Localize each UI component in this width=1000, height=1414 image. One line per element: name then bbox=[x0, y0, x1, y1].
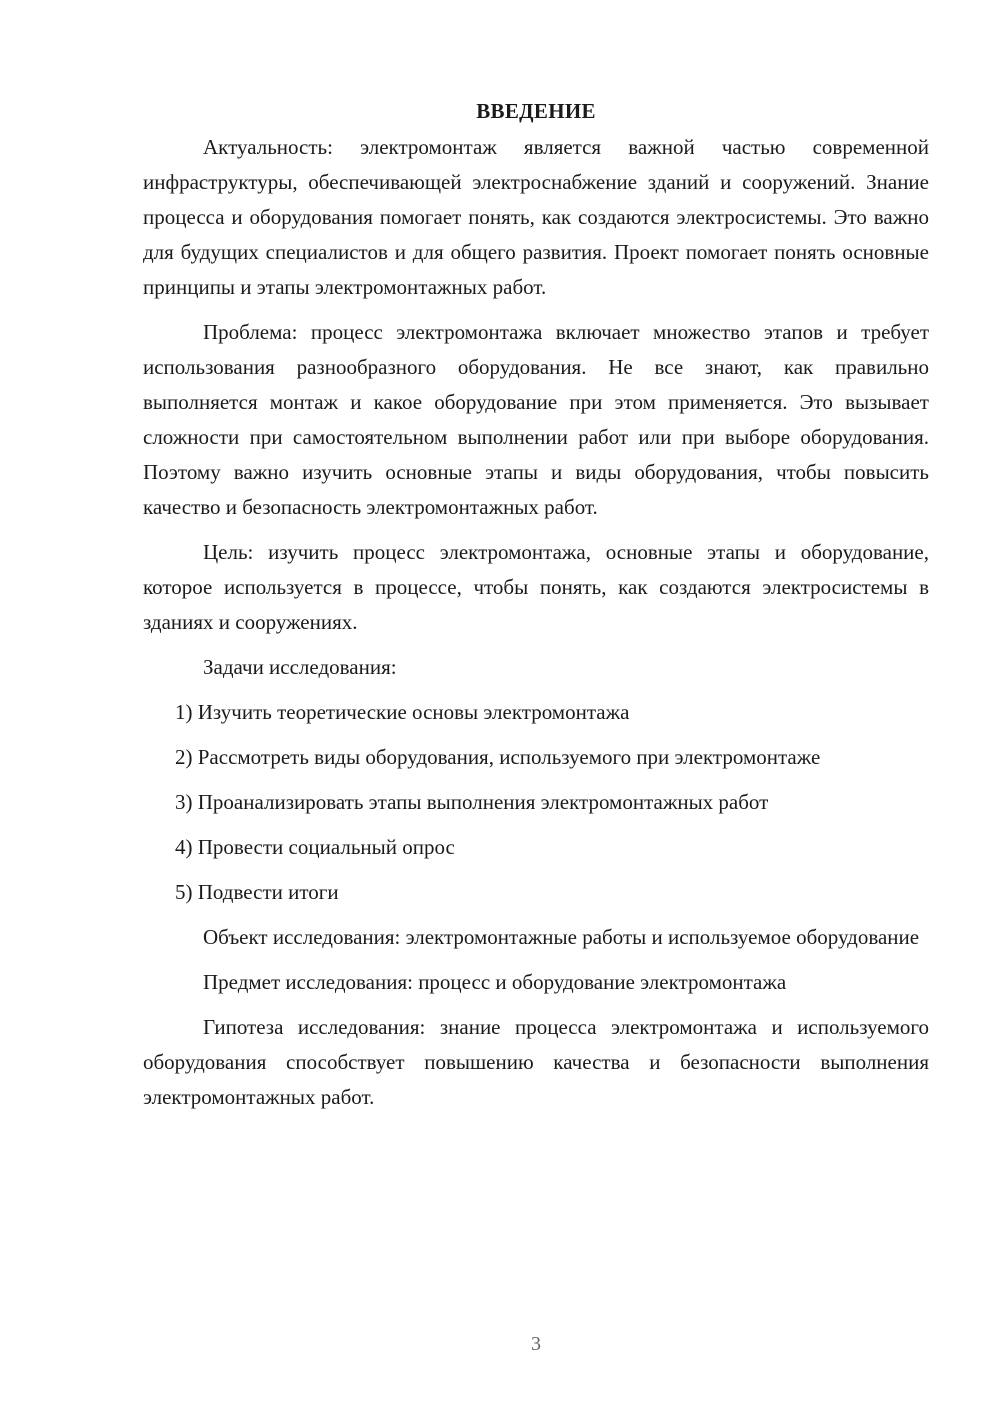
page-number: 3 bbox=[531, 1333, 541, 1355]
task-item-3: 3) Проанализировать этапы выполнения электромонтажных работ bbox=[175, 790, 769, 814]
task-item-4: 4) Провести социальный опрос bbox=[175, 835, 455, 859]
paragraph-subject: Предмет исследования: процесс и оборудование электромонтажа bbox=[203, 970, 787, 994]
paragraph-hypothesis: Гипотеза исследования: знание процесса электромонтажа и используемого оборудования способствует повышению качества и безопасности выполнения электромонтажных работ. bbox=[143, 1015, 929, 1109]
paragraph-goal: Цель: изучить процесс электромонтажа, основные этапы и оборудование, которое используется в процессе, чтобы понять, как создаются электросистемы в зданиях и сооружениях. bbox=[143, 540, 929, 634]
paragraph-problem: Проблема: процесс электромонтажа включает множество этапов и требует использования разнообразного оборудования. Не все знают, как правильно выполняется монтаж и какое оборудование при этом применяется. Это вызывает сложности при самостоятельном выполнении работ или при выборе оборудования. Поэтому важно изучить основные этапы и виды оборудования, чтобы повысить качество и безопасность электромонтажных работ. bbox=[143, 320, 929, 519]
task-item-5: 5) Подвести итоги bbox=[175, 880, 339, 904]
document-page bbox=[143, 96, 929, 1125]
page-title: ВВЕДЕНИЕ bbox=[476, 99, 596, 123]
tasks-heading: Задачи исследования: bbox=[203, 655, 397, 679]
task-item-2: 2) Рассмотреть виды оборудования, используемого при электромонтаже bbox=[175, 745, 821, 769]
paragraph-relevance: Актуальность: электромонтаж является важной частью современной инфраструктуры, обеспечивающей электроснабжение зданий и сооружений. Знание процесса и оборудования помогает понять, как создаются электросистемы. Это важно для будущих специалистов и для общего развития. Проект помогает понять основные принципы и этапы электромонтажных работ. bbox=[143, 135, 929, 299]
task-item-1: 1) Изучить теоретические основы электромонтажа bbox=[175, 700, 630, 724]
paragraph-object: Объект исследования: электромонтажные работы и используемое оборудование bbox=[203, 925, 920, 949]
